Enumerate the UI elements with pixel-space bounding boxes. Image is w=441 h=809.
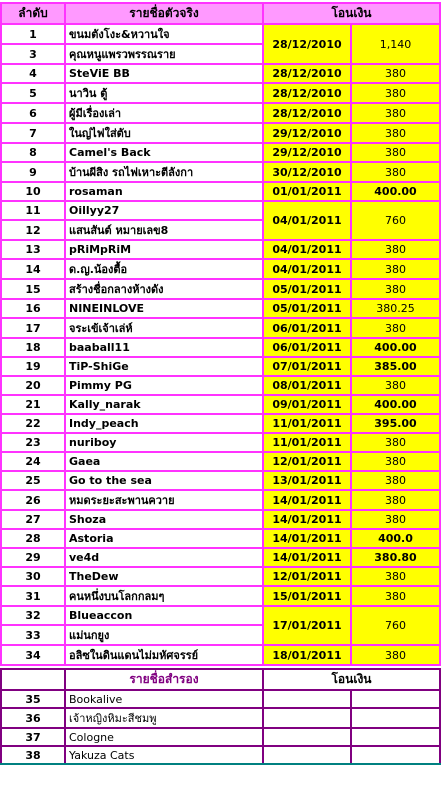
transfer-amount-cell: 380 [351,83,440,103]
table-row [1,83,440,103]
transfer-amount-cell: 380 [351,510,440,529]
reserve-rank-cell: 37 [1,728,65,746]
transfer-date-cell: 30/12/2010 [263,162,351,182]
transfer-date-cell: 01/01/2011 [263,182,351,201]
transfer-date-cell: 15/01/2011 [263,586,351,606]
name-cell: สร้างชื่อกลางห้างดัง [65,279,263,299]
rank-cell: 16 [1,299,65,318]
transfer-amount-cell: 400.00 [351,338,440,357]
transfer-amount-cell: 380 [351,240,440,259]
transfer-amount-cell: 400.0 [351,529,440,548]
name-cell: ด.ญ.น้องตื้อ [65,259,263,279]
reserve-amount-cell [351,690,440,708]
transfer-date-cell: 28/12/2010 [263,24,351,64]
rank-cell: 24 [1,452,65,471]
transfer-date-cell: 05/01/2011 [263,279,351,299]
reserve-name-cell: เจ้าหญิงหิมะสีชมพู [65,708,263,728]
name-cell: Go to the sea [65,471,263,490]
transfer-date-cell: 14/01/2011 [263,510,351,529]
name-cell: rosaman [65,182,263,201]
reserve-amount-header: โอนเงิน [263,669,440,690]
transfer-amount-cell: 380 [351,279,440,299]
reserve-amount-cell [351,746,440,764]
reserve-name-cell: Bookalive [65,690,263,708]
transfer-date-cell: 28/12/2010 [263,64,351,83]
name-cell: pRiMpRiM [65,240,263,259]
name-cell: บ้านผีสิง รถไฟเหาะตีลังกา [65,162,263,182]
reserve-row [1,690,440,708]
table-row [1,529,440,548]
transfer-amount-cell: 380 [351,259,440,279]
rank-cell: 1 [1,24,65,44]
name-cell: baaball11 [65,338,263,357]
rank-cell: 34 [1,645,65,665]
transfer-date-cell: 14/01/2011 [263,490,351,510]
transfer-date-cell: 18/01/2011 [263,645,351,665]
name-cell: จระเข้เจ้าเล่ห์ [65,318,263,338]
rank-cell: 4 [1,64,65,83]
table-row [1,357,440,376]
transfer-amount-cell: 760 [351,201,440,240]
transfer-date-cell: 05/01/2011 [263,299,351,318]
table-gap [0,646,441,668]
table-row [1,376,440,395]
rank-cell: 8 [1,143,65,162]
name-cell: Pimmy PG [65,376,263,395]
transfer-date-cell: 14/01/2011 [263,548,351,567]
transfer-amount-cell: 380 [351,471,440,490]
rank-cell: 25 [1,471,65,490]
transfer-date-cell: 04/01/2011 [263,259,351,279]
transfer-date-cell: 14/01/2011 [263,529,351,548]
rank-cell: 9 [1,162,65,182]
table-row [1,201,440,220]
rank-cell: 20 [1,376,65,395]
transfer-date-cell: 07/01/2011 [263,357,351,376]
table-row [1,123,440,143]
table-row [1,606,440,625]
table-row [1,586,440,606]
transfer-amount-cell: 380 [351,162,440,182]
table-row [1,103,440,123]
reserve-row [1,728,440,746]
amount-header: โอนเงิน [263,3,440,24]
transfer-amount-cell: 380 [351,143,440,162]
transfer-date-cell: 28/12/2010 [263,103,351,123]
rank-cell: 27 [1,510,65,529]
reserve-table [0,668,441,765]
reserve-date-cell [263,728,351,746]
table-row [1,182,440,201]
transfer-amount-cell: 380 [351,645,440,665]
reserve-amount-cell [351,708,440,728]
rank-cell: 18 [1,338,65,357]
rank-cell: 21 [1,395,65,414]
table-row [1,338,440,357]
name-header: รายชื่อตัวจริง [65,3,263,24]
name-cell: Astoria [65,529,263,548]
name-cell: แสนสันต์ หมายเลข8 [65,220,263,240]
transfer-amount-cell: 385.00 [351,357,440,376]
transfer-amount-cell: 380 [351,433,440,452]
table-row [1,567,440,586]
table-row [1,259,440,279]
name-cell: ผู้มีเรื่องเล่า [65,103,263,123]
rank-cell: 29 [1,548,65,567]
table-row [1,318,440,338]
name-cell: Blueaccon [65,606,263,625]
table-row [1,162,440,182]
transfer-date-cell: 13/01/2011 [263,471,351,490]
table-row [1,299,440,318]
rank-cell: 12 [1,220,65,240]
name-cell: อลิซในดินแดนไม่มหัศจรรย์ [65,645,263,665]
reserve-rank-header [1,669,65,690]
transfer-date-cell: 17/01/2011 [263,606,351,645]
table-row [1,279,440,299]
transfer-amount-cell: 380 [351,376,440,395]
name-cell: TheDew [65,567,263,586]
rank-cell: 19 [1,357,65,376]
transfer-amount-cell: 380 [351,452,440,471]
transfer-date-cell: 04/01/2011 [263,201,351,240]
table-row [1,452,440,471]
transfer-date-cell: 06/01/2011 [263,338,351,357]
name-cell: ในญ่ไฟใส่ตับ [65,123,263,143]
transfer-date-cell: 09/01/2011 [263,395,351,414]
rank-header: ลำดับ [1,3,65,24]
reserve-name-cell: Yakuza Cats [65,746,263,764]
transfer-amount-cell: 380 [351,64,440,83]
reserve-rank-cell: 35 [1,690,65,708]
name-cell: หมดระยะสะพานควาย [65,490,263,510]
name-cell: Kally_narak [65,395,263,414]
reserve-row [1,746,440,764]
rank-cell: 13 [1,240,65,259]
reserve-rank-cell: 38 [1,746,65,764]
table-row [1,395,440,414]
rank-cell: 33 [1,625,65,645]
transfer-amount-cell: 395.00 [351,414,440,433]
rank-cell: 31 [1,586,65,606]
transfer-date-cell: 28/12/2010 [263,83,351,103]
table-row [1,414,440,433]
main-header-row [1,3,440,24]
rank-cell: 26 [1,490,65,510]
transfer-amount-cell: 1,140 [351,24,440,64]
table-row [1,490,440,510]
reserve-amount-cell [351,728,440,746]
name-cell: Gaea [65,452,263,471]
rank-cell: 22 [1,414,65,433]
name-cell: นาวิน ตู้ [65,83,263,103]
name-cell: Indy_peach [65,414,263,433]
transfer-amount-cell: 380.25 [351,299,440,318]
transfer-amount-cell: 380 [351,567,440,586]
name-cell: แม่นกยูง [65,625,263,645]
table-row [1,64,440,83]
transfer-amount-cell: 380.80 [351,548,440,567]
name-cell: TiP-ShiGe [65,357,263,376]
rank-cell: 14 [1,259,65,279]
table-row [1,143,440,162]
table-row [1,24,440,44]
rank-cell: 28 [1,529,65,548]
transfer-date-cell: 11/01/2011 [263,433,351,452]
rank-cell: 30 [1,567,65,586]
name-cell: ขนมตังโงะ&หวานใจ [65,24,263,44]
transfer-amount-cell: 380 [351,586,440,606]
name-cell: Shoza [65,510,263,529]
reserve-date-cell [263,708,351,728]
main-table [0,2,441,666]
rank-cell: 15 [1,279,65,299]
table-row [1,471,440,490]
table-row [1,433,440,452]
name-cell: nuriboy [65,433,263,452]
transfer-date-cell: 29/12/2010 [263,123,351,143]
rank-cell: 6 [1,103,65,123]
reserve-name-cell: Cologne [65,728,263,746]
name-cell: NINEINLOVE [65,299,263,318]
transfer-date-cell: 12/01/2011 [263,452,351,471]
rank-cell: 5 [1,83,65,103]
transfer-amount-cell: 380 [351,103,440,123]
transfer-amount-cell: 380 [351,123,440,143]
reserve-date-cell [263,690,351,708]
rank-cell: 10 [1,182,65,201]
rank-cell: 17 [1,318,65,338]
reserve-row [1,708,440,728]
transfer-date-cell: 12/01/2011 [263,567,351,586]
rank-cell: 32 [1,606,65,625]
name-cell: Camel's Back [65,143,263,162]
reserve-header-row [1,669,440,690]
transfer-date-cell: 06/01/2011 [263,318,351,338]
rank-cell: 3 [1,44,65,64]
transfer-amount-cell: 380 [351,490,440,510]
transfer-amount-cell: 400.00 [351,182,440,201]
rank-cell: 7 [1,123,65,143]
transfer-date-cell: 29/12/2010 [263,143,351,162]
transfer-amount-cell: 380 [351,318,440,338]
name-cell: SteViE BB [65,64,263,83]
table-row [1,548,440,567]
name-cell: คนหนึ่งบนโลกกลมๆ [65,586,263,606]
transfer-date-cell: 08/01/2011 [263,376,351,395]
reserve-date-cell [263,746,351,764]
reserve-name-header: รายชื่อสำรอง [65,669,263,690]
transfer-amount-cell: 760 [351,606,440,645]
transfer-amount-cell: 400.00 [351,395,440,414]
transfer-date-cell: 11/01/2011 [263,414,351,433]
rank-cell: 23 [1,433,65,452]
name-cell: คุณหนูแพรวพรรณราย [65,44,263,64]
table-row [1,510,440,529]
transfer-date-cell: 04/01/2011 [263,240,351,259]
name-cell: ve4d [65,548,263,567]
name-cell: Oillyy27 [65,201,263,220]
rank-cell: 11 [1,201,65,220]
table-row [1,240,440,259]
reserve-rank-cell: 36 [1,708,65,728]
